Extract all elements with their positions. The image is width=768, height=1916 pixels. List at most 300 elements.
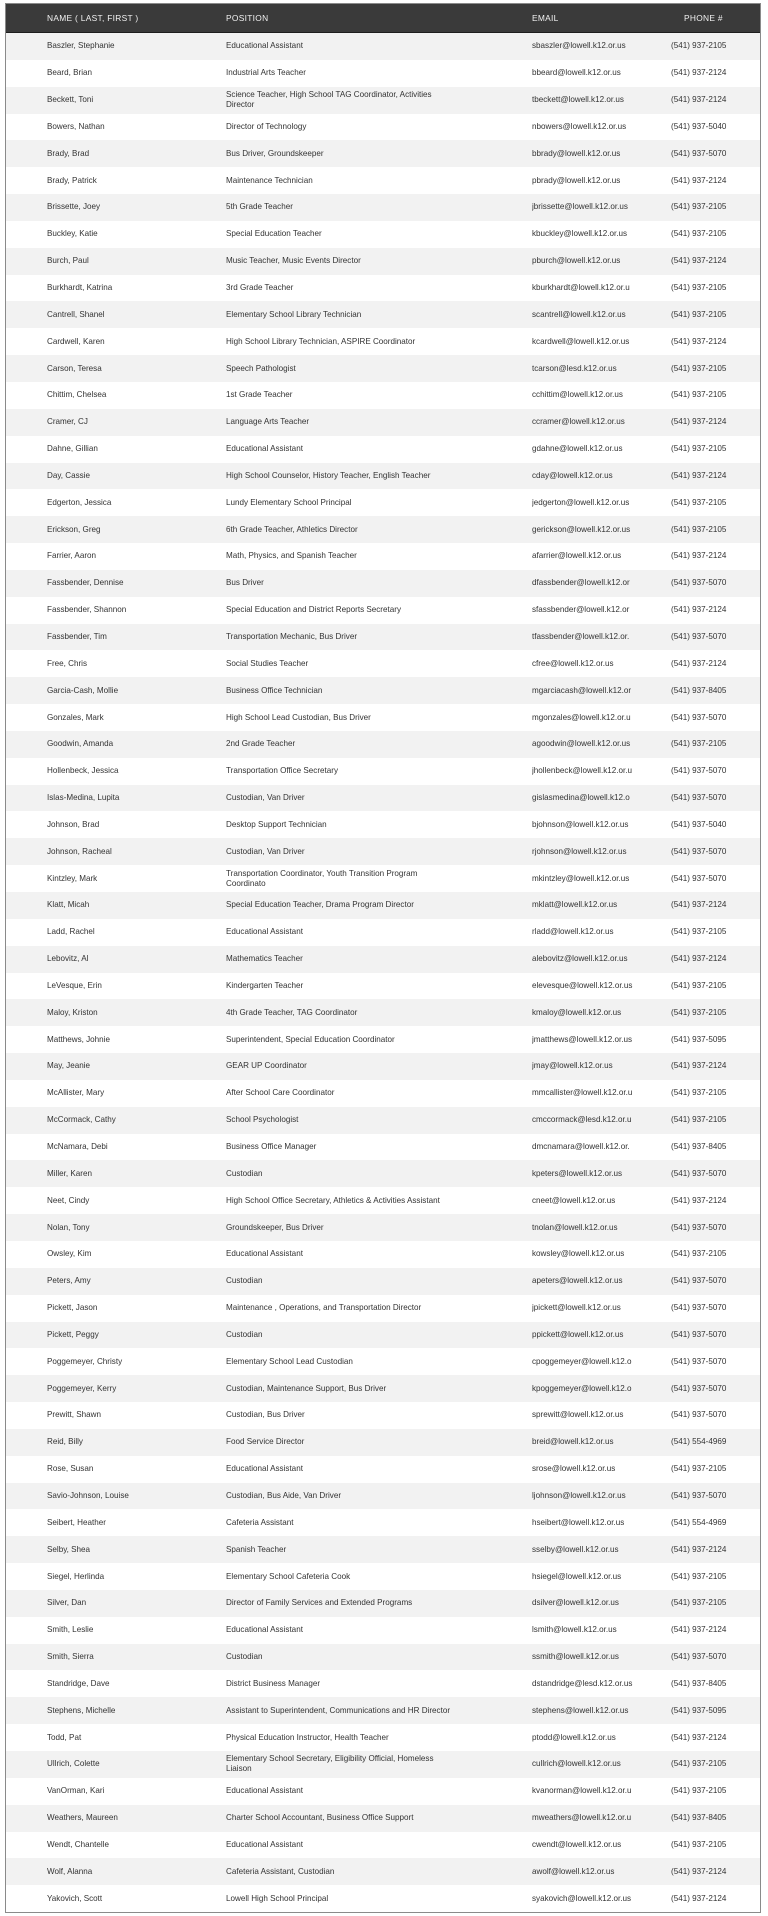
cell-name: Wolf, Alanna — [47, 1866, 93, 1876]
cell-name: Brady, Brad — [47, 148, 90, 158]
cell-position: Transportation Coordinator, Youth Transition Program Coordinato — [226, 868, 418, 888]
cell-name: Johnson, Brad — [47, 819, 100, 829]
table-row — [6, 60, 760, 87]
email-link[interactable]: cullrich@lowell.k12.or.us — [532, 1759, 621, 1769]
cell-name: Islas-Medina, Lupita — [47, 793, 120, 803]
cell-position: Director of Technology — [226, 121, 307, 131]
email-link[interactable]: ptodd@lowell.k12.or.us — [532, 1732, 616, 1742]
email-link[interactable]: alebovitz@lowell.k12.or.us — [532, 954, 628, 964]
column-header-position: POSITION — [226, 13, 269, 23]
cell-position: Maintenance Technician — [226, 175, 313, 185]
table-row — [6, 87, 760, 114]
cell-phone: (541) 937-2105 — [671, 1115, 727, 1125]
table-row — [6, 248, 760, 275]
cell-position: Cafeteria Assistant — [226, 1517, 294, 1527]
email-link[interactable]: jedgerton@lowell.k12.or.us — [532, 497, 630, 507]
table-row — [6, 1751, 760, 1778]
email-link[interactable]: gerickson@lowell.k12.or.us — [532, 524, 631, 534]
cell-name: Selby, Shea — [47, 1544, 91, 1554]
email-link[interactable]: cpoggemeyer@lowell.k12.o — [532, 1356, 632, 1366]
email-link[interactable]: kowsley@lowell.k12.or.us — [532, 1249, 625, 1259]
cell-position: Charter School Accountant, Business Office Support — [226, 1813, 414, 1823]
cell-phone: (541) 937-2124 — [671, 551, 727, 561]
cell-position: Math, Physics, and Spanish Teacher — [226, 551, 357, 561]
cell-phone: (541) 937-2105 — [671, 1088, 727, 1098]
cell-name: Standridge, Dave — [47, 1678, 110, 1688]
cell-name: Miller, Karen — [47, 1168, 92, 1178]
cell-phone: (541) 937-8405 — [671, 1813, 727, 1823]
cell-name: Baszler, Stephanie — [47, 41, 115, 51]
cell-name: Fassbender, Shannon — [47, 605, 127, 615]
email-link[interactable]: tfassbender@lowell.k12.or. — [532, 631, 630, 641]
cell-position: Spanish Teacher — [226, 1544, 287, 1554]
table-row — [6, 1295, 760, 1322]
table-row — [6, 1697, 760, 1724]
cell-position: Cafeteria Assistant, Custodian — [226, 1866, 335, 1876]
cell-position: High School Lead Custodian, Bus Driver — [226, 712, 371, 722]
email-link[interactable]: dmcnamara@lowell.k12.or. — [532, 1142, 630, 1152]
cell-position: Speech Pathologist — [226, 363, 296, 373]
cell-position: 4th Grade Teacher, TAG Coordinator — [226, 1007, 358, 1017]
cell-position: 6th Grade Teacher, Athletics Director — [226, 524, 358, 534]
cell-position: Maintenance , Operations, and Transportation Director — [226, 1303, 422, 1313]
table-row — [6, 1885, 760, 1912]
cell-name: Pickett, Jason — [47, 1303, 98, 1313]
cell-position: High School Office Secretary, Athletics & Activities Assistant — [226, 1195, 440, 1205]
cell-name: Wendt, Chantelle — [47, 1839, 109, 1849]
cell-phone: (541) 937-8405 — [671, 1142, 727, 1152]
table-row — [6, 1322, 760, 1349]
cell-name: Burch, Paul — [47, 256, 89, 266]
cell-name: Klatt, Micah — [47, 900, 90, 910]
email-link[interactable]: ljohnson@lowell.k12.or.us — [532, 1490, 626, 1500]
cell-phone: (541) 937-2105 — [671, 980, 727, 990]
table-row — [6, 1402, 760, 1429]
email-link[interactable]: kbuckley@lowell.k12.or.us — [532, 229, 628, 239]
table-row — [6, 1214, 760, 1241]
cell-phone: (541) 937-2105 — [671, 1007, 727, 1017]
table-row — [6, 1805, 760, 1832]
cell-phone: (541) 937-2105 — [671, 1571, 727, 1581]
cell-name: Farrier, Aaron — [47, 551, 97, 561]
table-row — [6, 140, 760, 167]
email-link[interactable]: kpeters@lowell.k12.or.us — [532, 1168, 623, 1178]
table-row — [6, 275, 760, 302]
table-row — [6, 624, 760, 651]
cell-phone: (541) 937-5070 — [671, 1356, 727, 1366]
table-row — [6, 301, 760, 328]
cell-phone: (541) 937-2124 — [671, 954, 727, 964]
cell-name: Rose, Susan — [47, 1464, 94, 1474]
email-link[interactable]: scantrell@lowell.k12.or.us — [532, 309, 626, 319]
cell-position: Mathematics Teacher — [226, 954, 303, 964]
email-link[interactable]: stephens@lowell.k12.or.us — [532, 1705, 629, 1715]
table-row — [6, 328, 760, 355]
table-row — [6, 1429, 760, 1456]
staff-directory-table — [5, 3, 761, 1913]
email-link[interactable]: sfassbender@lowell.k12.or — [532, 605, 630, 615]
email-link[interactable]: jhollenbeck@lowell.k12.or.u — [532, 766, 633, 776]
email-link[interactable]: cfree@lowell.k12.or.us — [532, 658, 614, 668]
cell-position: Transportation Mechanic, Bus Driver — [226, 631, 358, 641]
cell-name: Gonzales, Mark — [47, 712, 104, 722]
email-link[interactable]: rjohnson@lowell.k12.or.us — [532, 846, 627, 856]
email-link[interactable]: agoodwin@lowell.k12.or.us — [532, 739, 631, 749]
cell-name: Edgerton, Jessica — [47, 497, 112, 507]
email-link[interactable]: dsilver@lowell.k12.or.us — [532, 1598, 619, 1608]
cell-name: Ullrich, Colette — [47, 1759, 100, 1769]
email-link[interactable]: cchittim@lowell.k12.or.us — [532, 390, 623, 400]
cell-phone: (541) 937-2105 — [671, 739, 727, 749]
cell-name: Seibert, Heather — [47, 1517, 106, 1527]
cell-position: Industrial Arts Teacher — [226, 68, 306, 78]
table-row — [6, 1375, 760, 1402]
table-row — [6, 650, 760, 677]
cell-name: Hollenbeck, Jessica — [47, 766, 119, 776]
email-link[interactable]: sbaszler@lowell.k12.or.us — [532, 41, 626, 51]
cell-phone: (541) 937-5095 — [671, 1705, 727, 1715]
cell-phone: (541) 937-2105 — [671, 1464, 727, 1474]
cell-position: 1st Grade Teacher — [226, 390, 293, 400]
table-row — [6, 892, 760, 919]
table-row — [6, 946, 760, 973]
cell-position: Director of Family Services and Extended Programs — [226, 1598, 413, 1608]
table-row — [6, 382, 760, 409]
cell-name: Smith, Sierra — [47, 1652, 94, 1662]
cell-name: Poggemeyer, Kerry — [47, 1383, 117, 1393]
table-row — [6, 489, 760, 516]
cell-position: Educational Assistant — [226, 1786, 303, 1796]
table-row — [6, 543, 760, 570]
cell-name: Todd, Pat — [47, 1732, 82, 1742]
cell-phone: (541) 937-5070 — [671, 1383, 727, 1393]
cell-name: Cantrell, Shanel — [47, 309, 105, 319]
cell-name: Chittim, Chelsea — [47, 390, 107, 400]
column-header-name: NAME ( LAST, FIRST ) — [47, 13, 139, 23]
email-link[interactable]: mweathers@lowell.k12.or.u — [532, 1813, 632, 1823]
cell-phone: (541) 937-2124 — [671, 336, 727, 346]
cell-name: Erickson, Greg — [47, 524, 101, 534]
email-link[interactable]: bbrady@lowell.k12.or.us — [532, 148, 621, 158]
cell-position: Custodian, Bus Aide, Van Driver — [226, 1490, 342, 1500]
table-body — [6, 33, 760, 1912]
cell-phone: (541) 937-2105 — [671, 1759, 727, 1769]
cell-position: 2nd Grade Teacher — [226, 739, 296, 749]
email-link[interactable]: gdahne@lowell.k12.or.us — [532, 444, 623, 454]
table-row — [6, 114, 760, 141]
email-link[interactable]: bbeard@lowell.k12.or.us — [532, 68, 621, 78]
table-row — [6, 865, 760, 892]
email-link[interactable]: sselby@lowell.k12.or.us — [532, 1544, 619, 1554]
email-link[interactable]: dstandridge@lesd.k12.or.us — [532, 1678, 633, 1688]
email-link[interactable]: jbrissette@lowell.k12.or.us — [532, 202, 628, 212]
email-link[interactable]: jmatthews@lowell.k12.or.us — [532, 1034, 632, 1044]
email-link[interactable]: bjohnson@lowell.k12.or.us — [532, 819, 629, 829]
cell-name: VanOrman, Kari — [47, 1786, 105, 1796]
cell-phone: (541) 937-2105 — [671, 444, 727, 454]
email-link[interactable]: kvanorman@lowell.k12.or.u — [532, 1786, 632, 1796]
cell-name: Lebovitz, Al — [47, 954, 89, 964]
table-row — [6, 1724, 760, 1751]
table-row — [6, 436, 760, 463]
cell-position: Educational Assistant — [226, 927, 303, 937]
table-row — [6, 1509, 760, 1536]
table-row — [6, 758, 760, 785]
cell-position: Special Education Teacher, Drama Program Director — [226, 900, 414, 910]
cell-phone: (541) 937-2124 — [671, 417, 727, 427]
table-header — [6, 4, 760, 33]
cell-phone: (541) 937-5070 — [671, 1168, 727, 1178]
cell-phone: (541) 937-2124 — [671, 95, 727, 105]
cell-position: High School Counselor, History Teacher, English Teacher — [226, 470, 431, 480]
cell-position: Food Service Director — [226, 1437, 305, 1447]
email-link[interactable]: cmccormack@lesd.k12.or.u — [532, 1115, 632, 1125]
cell-position: Custodian, Van Driver — [226, 846, 305, 856]
table-row — [6, 811, 760, 838]
cell-position: Educational Assistant — [226, 1464, 303, 1474]
email-link[interactable]: gislasmedina@lowell.k12.o — [532, 793, 630, 803]
cell-position: Business Office Technician — [226, 685, 323, 695]
email-link[interactable]: mmcallister@lowell.k12.or.u — [532, 1088, 633, 1098]
cell-position: Custodian, Maintenance Support, Bus Driver — [226, 1383, 387, 1393]
table-row — [6, 570, 760, 597]
cell-name: Carson, Teresa — [47, 363, 102, 373]
email-link[interactable]: kburkhardt@lowell.k12.or.u — [532, 283, 630, 293]
table-row — [6, 785, 760, 812]
cell-phone: (541) 937-5070 — [671, 712, 727, 722]
cell-name: Fassbender, Tim — [47, 631, 107, 641]
cell-phone: (541) 937-5070 — [671, 1222, 727, 1232]
cell-position: Lundy Elementary School Principal — [226, 497, 352, 507]
cell-name: Kintzley, Mark — [47, 873, 98, 883]
email-link[interactable]: apeters@lowell.k12.or.us — [532, 1276, 623, 1286]
email-link[interactable]: cneet@lowell.k12.or.us — [532, 1195, 616, 1205]
cell-position: Social Studies Teacher — [226, 658, 309, 668]
email-link[interactable]: elevesque@lowell.k12.or.us — [532, 980, 633, 990]
cell-position: Educational Assistant — [226, 444, 303, 454]
cell-position: Bus Driver — [226, 578, 264, 588]
email-link[interactable]: mgonzales@lowell.k12.or.u — [532, 712, 631, 722]
email-link[interactable]: mklatt@lowell.k12.or.us — [532, 900, 618, 910]
email-link[interactable]: mgarciacash@lowell.k12.or — [532, 685, 632, 695]
cell-phone: (541) 937-2124 — [671, 658, 727, 668]
cell-name: Ladd, Rachel — [47, 927, 95, 937]
cell-position: Kindergarten Teacher — [226, 980, 304, 990]
cell-position: Elementary School Secretary, Eligibility Official, Homeless Liaison — [226, 1754, 434, 1774]
table-row — [6, 677, 760, 704]
cell-phone: (541) 937-2105 — [671, 202, 727, 212]
cell-phone: (541) 937-5040 — [671, 819, 727, 829]
email-link[interactable]: pburch@lowell.k12.or.us — [532, 256, 621, 266]
table-row — [6, 731, 760, 758]
cell-phone: (541) 937-2105 — [671, 309, 727, 319]
email-link[interactable]: kmaloy@lowell.k12.or.us — [532, 1007, 622, 1017]
cell-phone: (541) 937-2105 — [671, 1786, 727, 1796]
cell-phone: (541) 937-2124 — [671, 1732, 727, 1742]
email-link[interactable]: jmay@lowell.k12.or.us — [532, 1061, 613, 1071]
cell-name: Cardwell, Karen — [47, 336, 105, 346]
cell-phone: (541) 937-2105 — [671, 390, 727, 400]
cell-phone: (541) 937-8405 — [671, 685, 727, 695]
cell-name: Beckett, Toni — [47, 95, 94, 105]
email-link[interactable]: sprewitt@lowell.k12.or.us — [532, 1410, 624, 1420]
cell-phone: (541) 937-2105 — [671, 1598, 727, 1608]
table-row — [6, 1670, 760, 1697]
cell-phone: (541) 937-2105 — [671, 1839, 727, 1849]
cell-position: Bus Driver, Groundskeeper — [226, 148, 324, 158]
email-link[interactable]: awolf@lowell.k12.or.us — [532, 1866, 615, 1876]
cell-name: Pickett, Peggy — [47, 1329, 99, 1339]
cell-name: Beard, Brian — [47, 68, 92, 78]
email-link[interactable]: breid@lowell.k12.or.us — [532, 1437, 614, 1447]
cell-name: Weathers, Maureen — [47, 1813, 118, 1823]
email-link[interactable]: rladd@lowell.k12.or.us — [532, 927, 614, 937]
table-row — [6, 999, 760, 1026]
cell-phone: (541) 937-5070 — [671, 1303, 727, 1313]
table-row — [6, 355, 760, 382]
cell-position: Special Education and District Reports Secretary — [226, 605, 401, 615]
table-row — [6, 1268, 760, 1295]
table-row — [6, 463, 760, 490]
cell-phone: (541) 937-5070 — [671, 873, 727, 883]
cell-phone: (541) 937-2124 — [671, 605, 727, 615]
cell-phone: (541) 937-5070 — [671, 631, 727, 641]
cell-phone: (541) 937-2124 — [671, 1061, 727, 1071]
cell-position: Educational Assistant — [226, 1249, 303, 1259]
cell-position: Custodian — [226, 1652, 263, 1662]
email-link[interactable]: mkintzley@lowell.k12.or.us — [532, 873, 630, 883]
table-row — [6, 1160, 760, 1187]
email-link[interactable]: dfassbender@lowell.k12.or — [532, 578, 630, 588]
cell-name: Owsley, Kim — [47, 1249, 92, 1259]
cell-position: High School Library Technician, ASPIRE Coordinator — [226, 336, 416, 346]
column-header-phone: PHONE # — [684, 13, 723, 23]
cell-phone: (541) 937-2124 — [671, 1893, 727, 1903]
cell-phone: (541) 937-2124 — [671, 1866, 727, 1876]
cell-phone: (541) 937-2105 — [671, 363, 727, 373]
table-row — [6, 919, 760, 946]
email-link[interactable]: hsiegel@lowell.k12.or.us — [532, 1571, 622, 1581]
email-link[interactable]: kcardwell@lowell.k12.or.us — [532, 336, 630, 346]
table-row — [6, 1053, 760, 1080]
cell-name: Peters, Amy — [47, 1276, 91, 1286]
cell-name: LeVesque, Erin — [47, 980, 102, 990]
cell-phone: (541) 937-5070 — [671, 1329, 727, 1339]
cell-phone: (541) 937-2124 — [671, 470, 727, 480]
cell-name: Smith, Leslie — [47, 1625, 94, 1635]
cell-phone: (541) 937-8405 — [671, 1678, 727, 1688]
table-row — [6, 194, 760, 221]
cell-phone: (541) 937-2105 — [671, 497, 727, 507]
cell-name: Garcia-Cash, Mollie — [47, 685, 119, 695]
cell-name: Cramer, CJ — [47, 417, 88, 427]
cell-position: Educational Assistant — [226, 1839, 303, 1849]
cell-phone: (541) 937-5070 — [671, 846, 727, 856]
cell-name: Johnson, Racheal — [47, 846, 112, 856]
cell-name: Free, Chris — [47, 658, 88, 668]
email-link[interactable]: ccramer@lowell.k12.or.us — [532, 417, 625, 427]
email-link[interactable]: jpickett@lowell.k12.or.us — [532, 1303, 621, 1313]
cell-position: Physical Education Instructor, Health Teacher — [226, 1732, 389, 1742]
cell-position: School Psychologist — [226, 1115, 299, 1125]
cell-position: After School Care Coordinator — [226, 1088, 335, 1098]
email-link[interactable]: afarrier@lowell.k12.or.us — [532, 551, 622, 561]
cell-position: Custodian, Van Driver — [226, 793, 305, 803]
cell-position: 3rd Grade Teacher — [226, 283, 294, 293]
email-link[interactable]: tnolan@lowell.k12.or.us — [532, 1222, 618, 1232]
cell-phone: (541) 937-2105 — [671, 41, 727, 51]
email-link[interactable]: kpoggemeyer@lowell.k12.o — [532, 1383, 632, 1393]
cell-position: Science Teacher, High School TAG Coordinator, Activities Director — [226, 90, 432, 110]
cell-phone: (541) 937-2124 — [671, 1625, 727, 1635]
cell-position: Custodian — [226, 1276, 263, 1286]
email-link[interactable]: srose@lowell.k12.or.us — [532, 1464, 616, 1474]
email-link[interactable]: tcarson@lesd.k12.or.us — [532, 363, 617, 373]
cell-name: Fassbender, Dennise — [47, 578, 124, 588]
cell-phone: (541) 937-2124 — [671, 1195, 727, 1205]
cell-position: Custodian — [226, 1329, 263, 1339]
table-row — [6, 1107, 760, 1134]
email-link[interactable]: ssmith@lowell.k12.or.us — [532, 1652, 619, 1662]
email-link[interactable]: lsmith@lowell.k12.or.us — [532, 1625, 617, 1635]
cell-name: Savio-Johnson, Louise — [47, 1490, 129, 1500]
email-link[interactable]: hseibert@lowell.k12.or.us — [532, 1517, 625, 1527]
cell-position: Custodian, Bus Driver — [226, 1410, 305, 1420]
cell-name: Silver, Dan — [47, 1598, 87, 1608]
cell-phone: (541) 554-4969 — [671, 1517, 727, 1527]
cell-name: Bowers, Nathan — [47, 121, 105, 131]
table-row — [6, 1026, 760, 1053]
email-link[interactable]: cday@lowell.k12.or.us — [532, 470, 613, 480]
table-row — [6, 1456, 760, 1483]
email-link[interactable]: syakovich@lowell.k12.or.us — [532, 1893, 632, 1903]
table-row — [6, 1832, 760, 1859]
cell-name: Brady, Patrick — [47, 175, 97, 185]
cell-name: Nolan, Tony — [47, 1222, 90, 1232]
table-row — [6, 973, 760, 1000]
email-link[interactable]: cwendt@lowell.k12.or.us — [532, 1839, 622, 1849]
cell-name: Reid, Billy — [47, 1437, 83, 1447]
cell-phone: (541) 937-5070 — [671, 793, 727, 803]
table-row — [6, 1644, 760, 1671]
cell-phone: (541) 937-2124 — [671, 68, 727, 78]
cell-name: McCormack, Cathy — [47, 1115, 116, 1125]
cell-name: Burkhardt, Katrina — [47, 283, 113, 293]
cell-phone: (541) 937-2105 — [671, 927, 727, 937]
email-link[interactable]: tbeckett@lowell.k12.or.us — [532, 95, 624, 105]
cell-name: May, Jeanie — [47, 1061, 91, 1071]
cell-phone: (541) 937-5070 — [671, 1490, 727, 1500]
cell-position: Desktop Support Technician — [226, 819, 327, 829]
cell-position: Lowell High School Principal — [226, 1893, 329, 1903]
cell-phone: (541) 937-5070 — [671, 578, 727, 588]
cell-position: 5th Grade Teacher — [226, 202, 293, 212]
cell-position: Business Office Manager — [226, 1142, 317, 1152]
table-row — [6, 33, 760, 60]
email-link[interactable]: ppickett@lowell.k12.or.us — [532, 1329, 624, 1339]
cell-position: District Business Manager — [226, 1678, 321, 1688]
cell-name: Yakovich, Scott — [47, 1893, 103, 1903]
email-link[interactable]: pbrady@lowell.k12.or.us — [532, 175, 621, 185]
cell-phone: (541) 937-2105 — [671, 283, 727, 293]
email-link[interactable]: nbowers@lowell.k12.or.us — [532, 121, 627, 131]
cell-position: Custodian — [226, 1168, 263, 1178]
cell-name: Buckley, Katie — [47, 229, 98, 239]
cell-name: Brissette, Joey — [47, 202, 101, 212]
cell-position: Special Education Teacher — [226, 229, 322, 239]
cell-position: GEAR UP Coordinator — [226, 1061, 307, 1071]
table-row — [6, 1590, 760, 1617]
